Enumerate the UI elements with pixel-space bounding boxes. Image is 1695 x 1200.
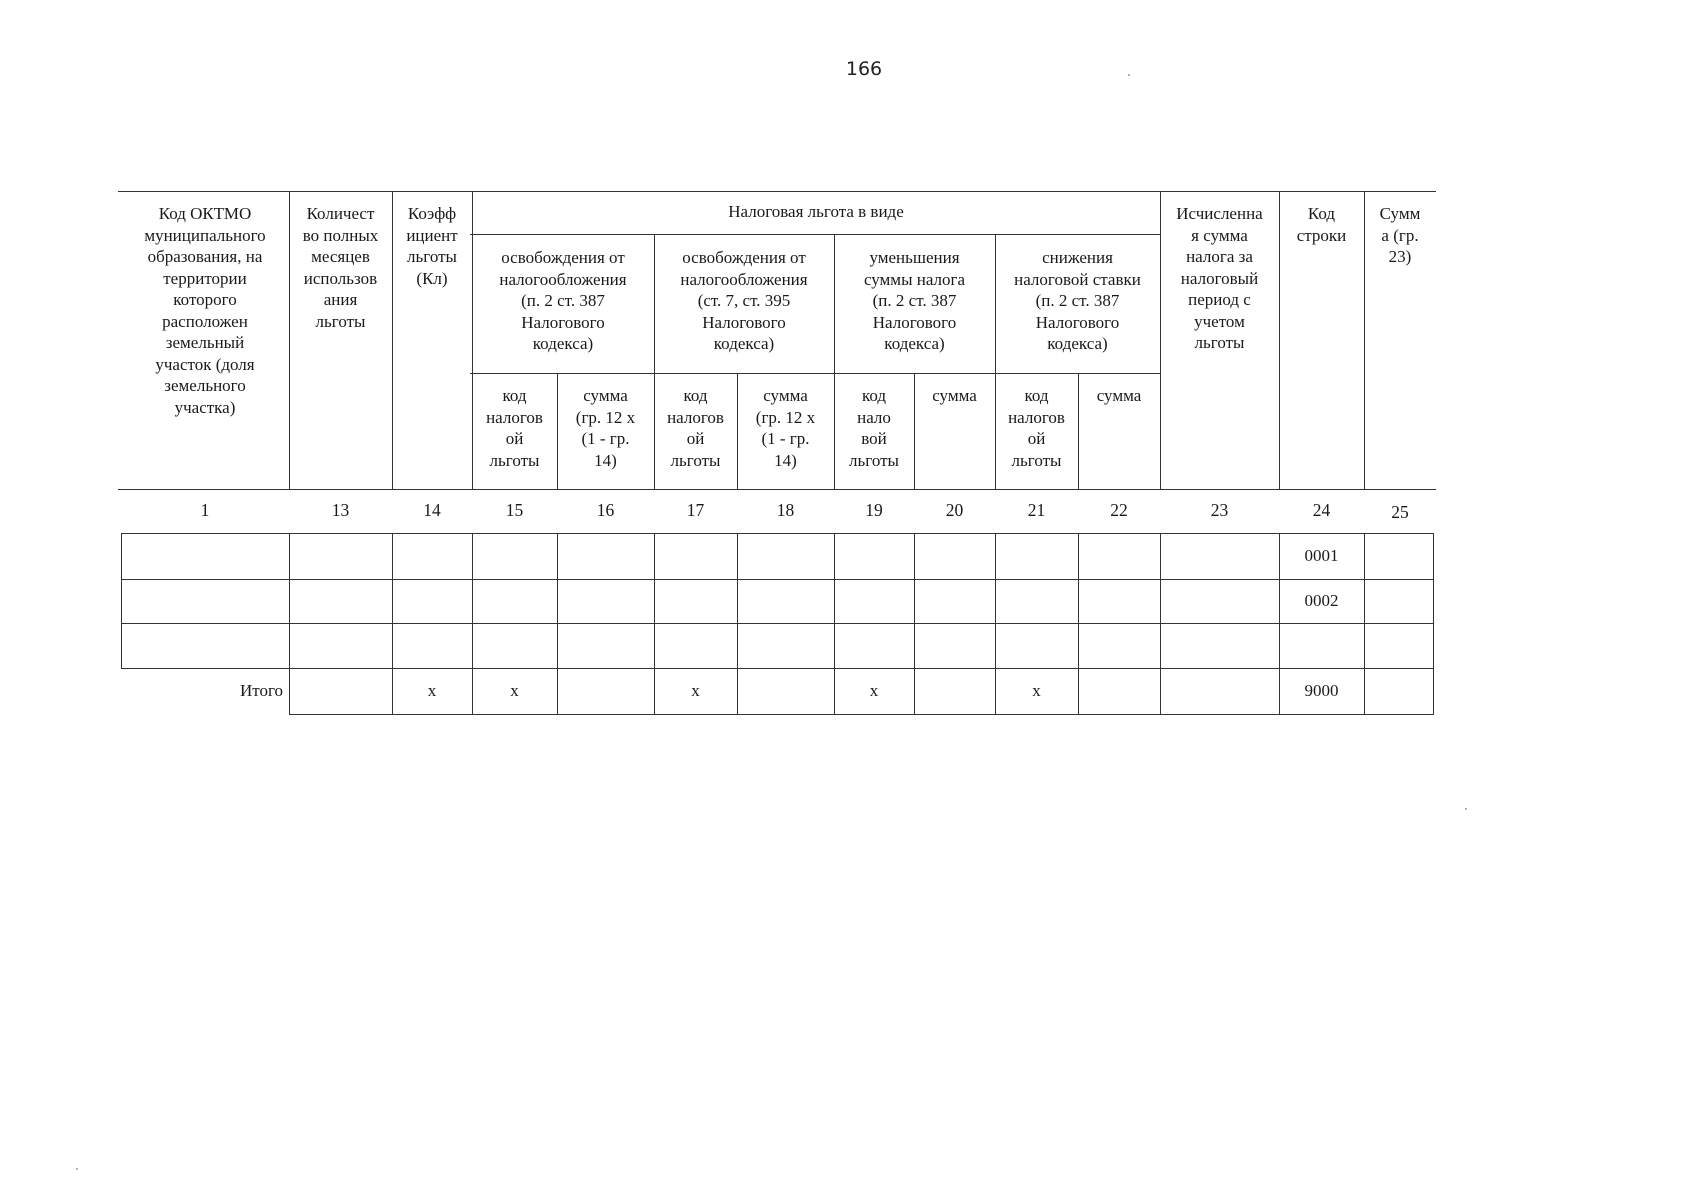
total-col15-mark: х [510,681,519,701]
page-number: 166 [845,58,883,80]
header-full-months: Количест во полных месяцев использов ания льготы [302,204,379,331]
total-col19-mark: х [869,681,879,701]
header-tax-benefit-group: Налоговая льгота в виде [728,202,904,221]
header-col19-benefit-code: код нало вой льготы [849,386,899,470]
column-number: 20 [945,500,964,521]
header-col18-sum: сумма (гр. 12 х (1 - гр. 14) [755,386,816,470]
column-number: 18 [776,500,795,521]
column-number: 19 [865,500,883,521]
header-calculated-tax: Исчисленна я сумма налога за налоговый период с учетом льготы [1176,204,1263,352]
header-col15-benefit-code: код налогов ой льготы [486,386,543,470]
line-code: 0002 [1304,591,1339,611]
header-exemption-art395: освобождения от налогообложения (ст. 7, ст. 395 Налогового кодекса) [680,248,808,353]
header-tax-reduction: уменьшения суммы налога (п. 2 ст. 387 Налогового кодекса) [863,248,966,353]
header-col17-benefit-code: код налогов ой льготы [667,386,724,470]
header-oktmo-code: Код ОКТМО муниципального образования, на территории которого расположен земельный участок (доля земельного участка) [144,204,266,417]
header-benefit-coefficient: Коэфф ициент льготы (Кл) [406,204,458,288]
total-col21-mark: х [1032,681,1041,701]
column-number: 23 [1210,500,1229,521]
line-code [1279,623,1364,668]
header-col25-sum: Сумм а (гр. 23) [1379,204,1421,266]
header-col16-sum: сумма (гр. 12 х (1 - гр. 14) [575,386,636,470]
column-number: 24 [1312,500,1331,521]
column-number: 15 [505,500,524,521]
header-col22-sum: сумма [1096,386,1142,405]
header-exemption-art387: освобождения от налогообложения (п. 2 ст. 387 Налогового кодекса) [499,248,627,353]
header-rate-reduction: снижения налоговой ставки (п. 2 ст. 387 Налогового кодекса) [1014,248,1141,353]
header-col21-benefit-code: код налогов ой льготы [1008,386,1065,470]
header-line-code: Код строки [1296,204,1347,245]
total-label: Итого [239,681,283,701]
column-number: 25 [1391,502,1409,523]
column-number: 13 [331,500,350,521]
total-col17-mark: х [691,681,700,701]
column-number: 16 [596,500,615,521]
line-code: 0001 [1304,546,1339,566]
total-line-code: 9000 [1304,681,1339,701]
column-number: 14 [423,500,441,521]
header-col20-sum: сумма [932,386,977,405]
column-number: 21 [1027,500,1046,521]
column-number: 1 [200,500,210,521]
column-number: 22 [1110,500,1128,521]
total-col14-mark: х [427,681,437,701]
column-number: 17 [686,500,705,521]
